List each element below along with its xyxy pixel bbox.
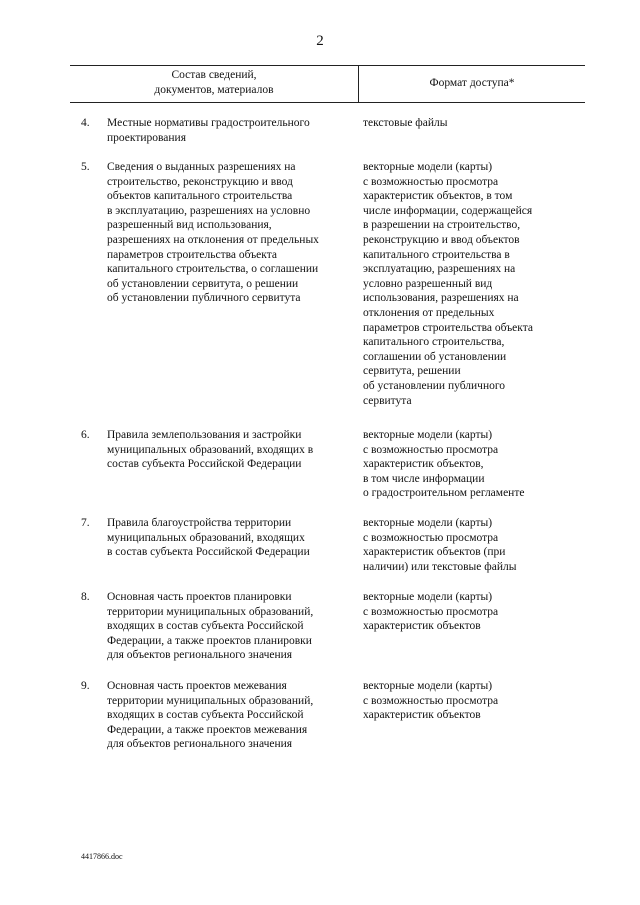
header-column-format: Формат доступа*	[429, 77, 515, 89]
format-line: текстовые файлы	[363, 117, 448, 129]
content-line: в состав субъекта Российской Федерации	[107, 546, 310, 559]
format-line: векторные модели (карты)	[363, 680, 493, 692]
header-content-line: документов, материалов	[154, 84, 274, 96]
content-line: входящих в состав субъекта Российской	[107, 709, 304, 722]
row-number: 8.	[81, 591, 90, 603]
content-line: муниципальных образований, входящих	[107, 531, 305, 544]
row-format	[363, 590, 588, 634]
row-format	[363, 116, 588, 131]
row-number: 4.	[81, 117, 90, 129]
content-line: объектов капитального строительства	[107, 190, 293, 203]
row-number: 6.	[81, 429, 90, 441]
content-line: состав субъекта Российской Федерации	[107, 458, 302, 471]
format-line: капитального строительства в	[363, 248, 510, 261]
content-line: Правила землепользования и застройки	[107, 429, 302, 441]
content-line: Местные нормативы градостроительного	[107, 117, 310, 129]
content-line: для объектов регионального значения	[107, 738, 293, 751]
content-line: входящих в состав субъекта Российской	[107, 620, 304, 633]
format-line: о градостроительном регламенте	[363, 487, 525, 500]
format-line: характеристик объектов, в том	[363, 190, 513, 203]
format-line: характеристик объектов	[363, 620, 481, 633]
format-line: в том числе информации	[363, 472, 485, 485]
format-line: векторные модели (карты)	[363, 591, 493, 603]
format-line: характеристик объектов (при	[363, 546, 506, 559]
format-line: капитального строительства,	[363, 336, 505, 349]
row-content	[107, 428, 347, 472]
row-number: 7.	[81, 517, 90, 529]
content-line: капитального строительства, о соглашении	[107, 263, 319, 276]
row-format	[363, 516, 588, 574]
content-line: Федерации, а также проектов планировки	[107, 634, 312, 647]
row-number: 9.	[81, 680, 90, 692]
format-line: векторные модели (карты)	[363, 517, 493, 529]
format-line: числе информации, содержащейся	[363, 204, 533, 217]
content-line: Правила благоустройства территории	[107, 517, 292, 529]
content-line: территории муниципальных образований,	[107, 694, 314, 707]
format-line: сервитута	[363, 394, 412, 407]
format-line: использования, разрешениях на	[363, 292, 519, 305]
row-content	[107, 116, 347, 145]
format-line: с возможностью просмотра	[363, 605, 499, 618]
format-line: условно разрешенный вид	[363, 277, 493, 290]
format-line: с возможностью просмотра	[363, 531, 499, 544]
content-line: проектирования	[107, 131, 186, 144]
format-line: с возможностью просмотра	[363, 443, 499, 456]
row-content	[107, 160, 347, 306]
content-line: разрешениях на отклонения от предельных	[107, 233, 319, 246]
content-line: Федерации, а также проектов межевания	[107, 723, 308, 736]
format-line: отклонения от предельных	[363, 306, 495, 319]
header-content-line: Состав сведений,	[171, 69, 257, 81]
content-line: в эксплуатацию, разрешениях на условно	[107, 204, 311, 217]
format-line: характеристик объектов,	[363, 458, 484, 471]
content-line: об установлении сервитута, о решении	[107, 277, 299, 290]
format-line: в разрешении на строительство,	[363, 219, 521, 232]
document-footer-filename: 4417866.doc	[81, 852, 123, 861]
format-line: параметров строительства объекта	[363, 321, 533, 334]
row-number: 5.	[81, 161, 90, 173]
page-number: 2	[316, 33, 324, 49]
content-line: для объектов регионального значения	[107, 649, 293, 662]
row-format	[363, 679, 588, 723]
content-line: об установлении публичного сервитута	[107, 292, 301, 305]
format-line: об установлении публичного	[363, 379, 506, 392]
row-content	[107, 590, 347, 663]
format-line: векторные модели (карты)	[363, 161, 493, 173]
row-format	[363, 428, 588, 501]
format-line: с возможностью просмотра	[363, 694, 499, 707]
format-line: наличии) или текстовые файлы	[363, 560, 517, 573]
content-line: территории муниципальных образований,	[107, 605, 314, 618]
content-line: Сведения о выданных разрешениях на	[107, 161, 296, 173]
table-header	[70, 65, 585, 103]
row-format	[363, 160, 588, 408]
format-line: характеристик объектов	[363, 709, 481, 722]
content-line: Основная часть проектов межевания	[107, 680, 287, 692]
content-line: строительство, реконструкцию и ввод	[107, 175, 293, 188]
format-line: реконструкцию и ввод объектов	[363, 233, 520, 246]
format-line: сервитута, решении	[363, 365, 461, 378]
header-column-content	[70, 68, 358, 98]
format-line: с возможностью просмотра	[363, 175, 499, 188]
content-line: Основная часть проектов планировки	[107, 591, 292, 603]
format-line: векторные модели (карты)	[363, 429, 493, 441]
row-content	[107, 516, 347, 560]
row-content	[107, 679, 347, 752]
content-line: муниципальных образований, входящих в	[107, 443, 314, 456]
content-line: разрешенный вид использования,	[107, 219, 272, 232]
format-line: эксплуатацию, разрешениях на	[363, 263, 516, 276]
format-line: соглашении об установлении	[363, 350, 507, 363]
content-line: параметров строительства объекта	[107, 248, 277, 261]
